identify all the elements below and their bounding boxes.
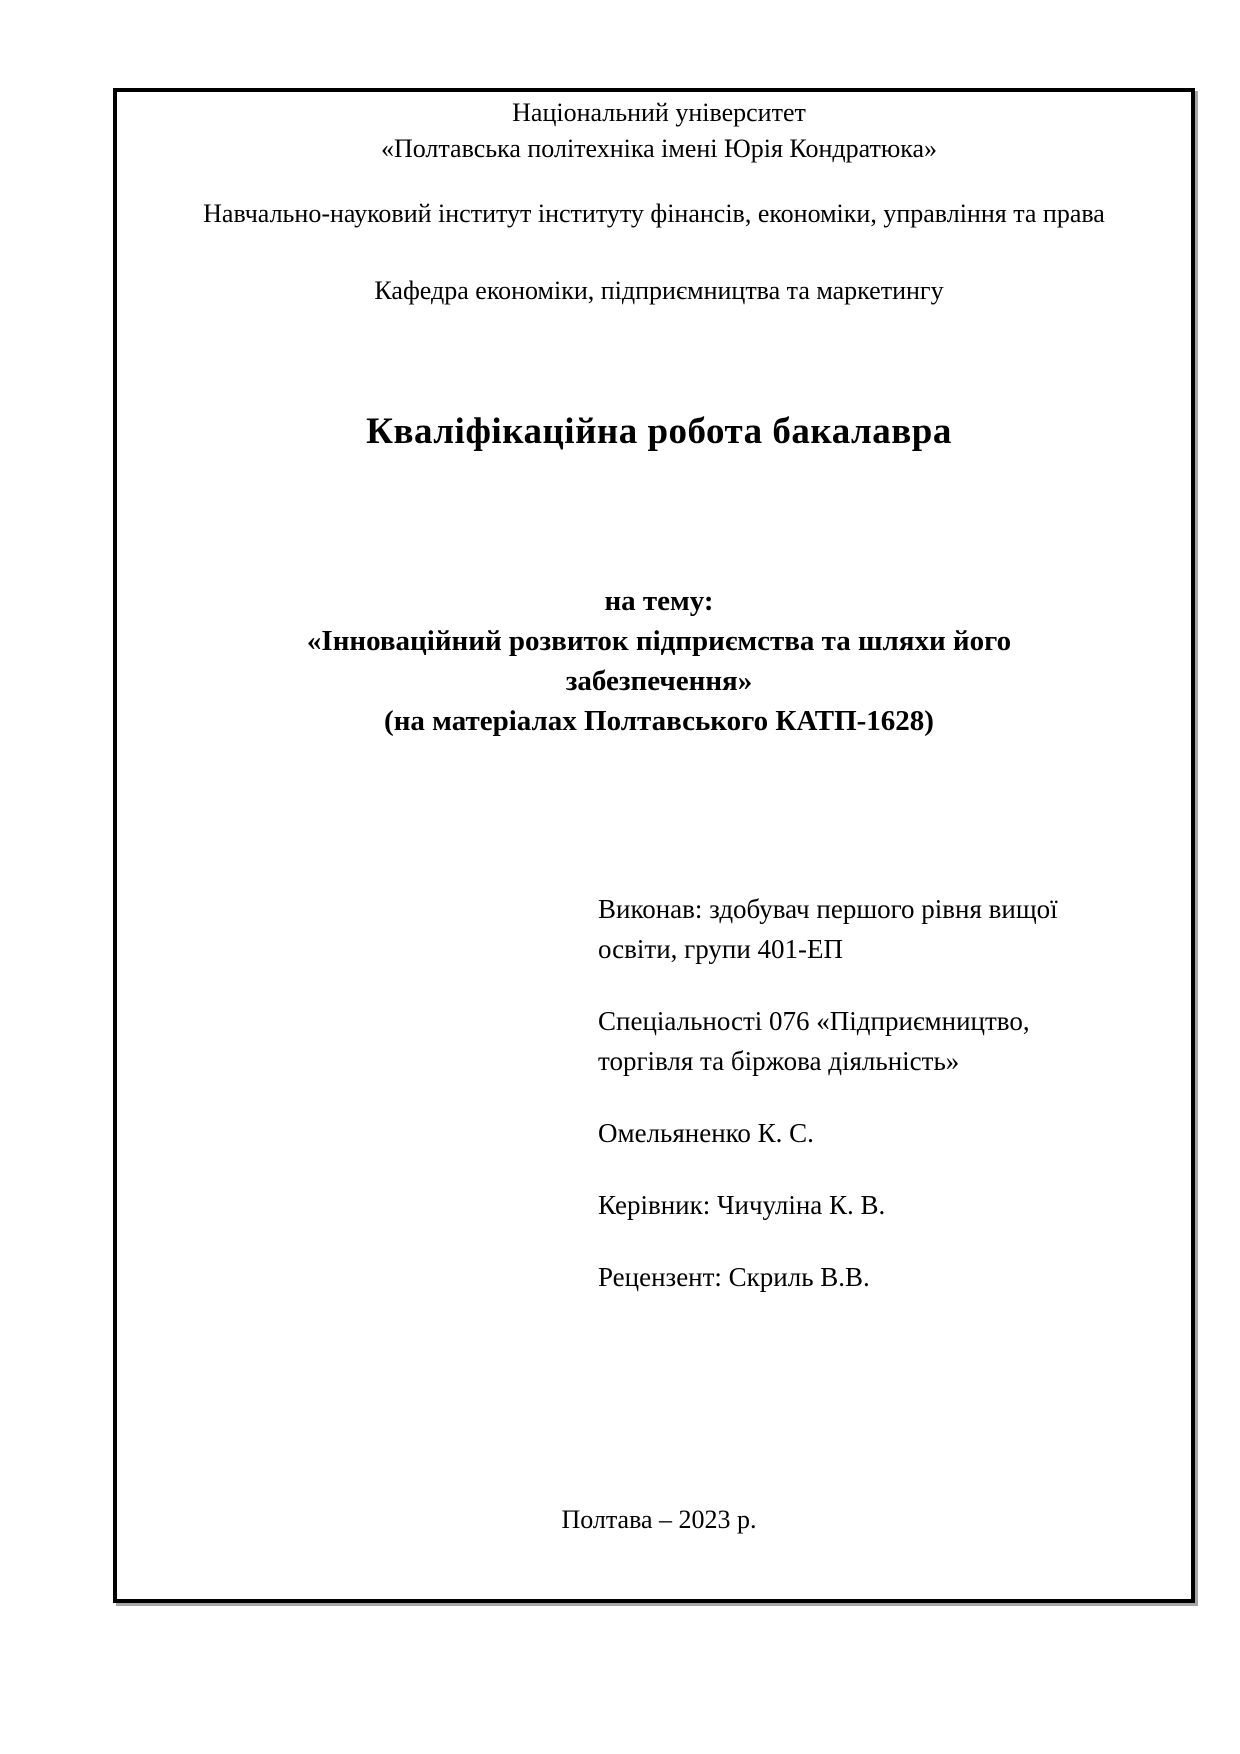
city-year: Полтава – 2023 р. <box>561 1505 757 1534</box>
topic-materials: (на матеріалах Полтавського КАТП-1628) <box>384 705 934 737</box>
performed-by-line-1: Виконав: здобувач першого рівня вищої <box>598 894 1058 924</box>
institute-line: Навчально-науковий інститут інституту фінансів, економіки, управління та права <box>203 199 1105 228</box>
performed-by-line-2: освіти, групи 401-ЕП <box>598 934 844 964</box>
department-line: Кафедра економіки, підприємництва та маркетингу <box>374 276 944 305</box>
university-line: Національний університет <box>512 98 806 127</box>
specialty-line-2: торгівля та біржова діяльність» <box>598 1046 960 1076</box>
page-border-frame <box>113 88 1195 1603</box>
specialty <box>598 1001 1168 1081</box>
university-name-line: «Полтавська політехніка імені Юрія Кондратюка» <box>380 134 938 163</box>
specialty-line-1: Спеціальності 076 «Підприємництво, <box>598 1006 1030 1036</box>
performed-by <box>598 889 1168 969</box>
work-title: Кваліфікаційна робота бакалавра <box>366 411 952 452</box>
credentials-block <box>598 889 1168 1329</box>
topic-line-2: забезпечення» <box>565 665 753 697</box>
topic-line-1: «Інноваційний розвиток підприємства та шляхи його <box>306 625 1012 657</box>
author-name: Омельяненко К. С. <box>598 1118 814 1148</box>
topic-block <box>127 581 1191 741</box>
reviewer-name: Рецензент: Скриль В.В. <box>598 1262 870 1292</box>
university-header <box>127 95 1191 167</box>
supervisor-name: Керівник: Чичуліна К. В. <box>598 1190 886 1220</box>
topic-label: на тему: <box>604 585 714 617</box>
